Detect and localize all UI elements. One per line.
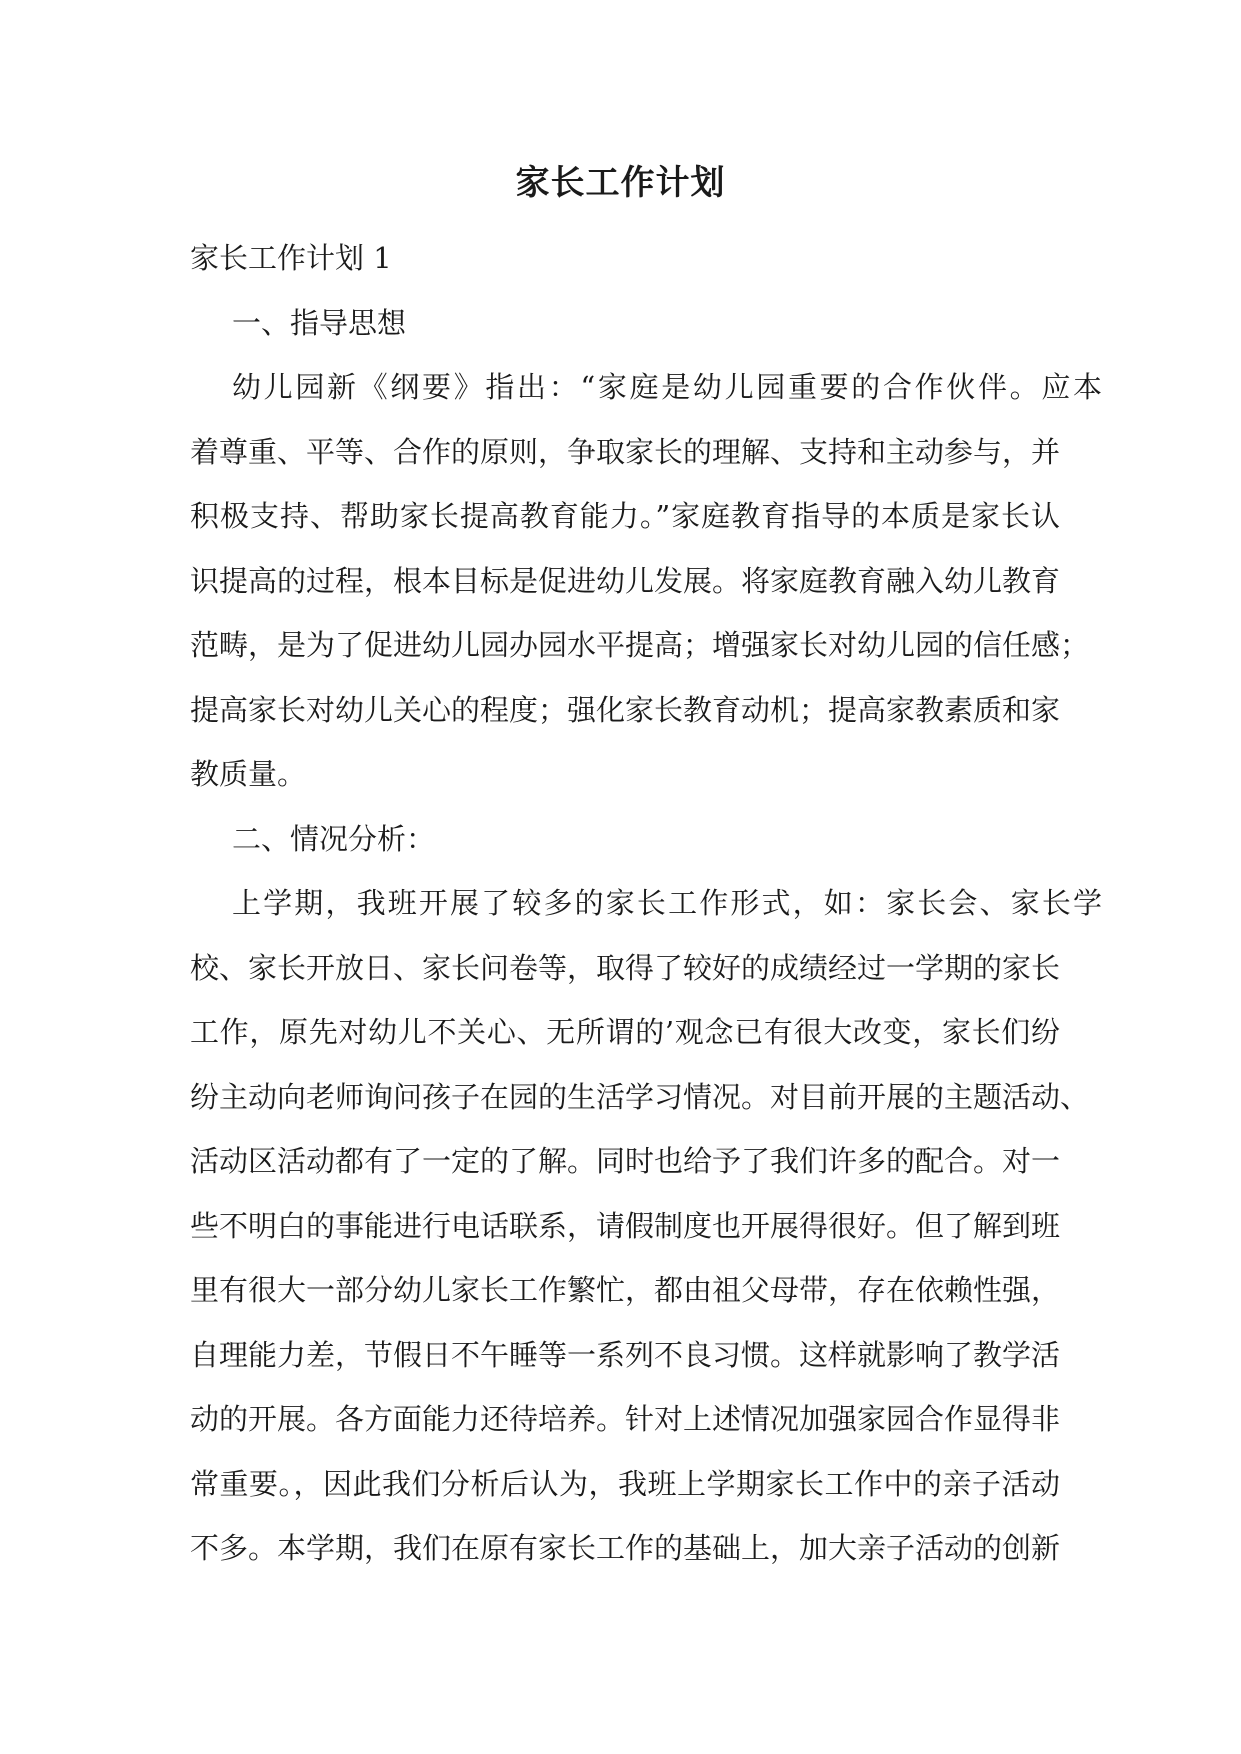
section-heading: 一、指导思想: [232, 305, 407, 340]
paragraph-line: 动的开展。各方面能力还待培养。针对上述情况加强家园合作显得非: [190, 1402, 1061, 1436]
paragraph-line: 上学期，我班开展了较多的家长工作形式，如：家长会、家长学: [232, 886, 1102, 920]
section-heading: 二、情况分析：: [232, 821, 436, 856]
paragraph-line: 里有很大一部分幼儿家长工作繁忙，都由祖父母带，存在依赖性强，: [190, 1273, 1061, 1307]
paragraph-line: 积极支持、帮助家长提高教育能力。”家庭教育指导的本质是家长认: [190, 499, 1060, 533]
paragraph-line: 些不明白的事能进行电话联系，请假制度也开展得很好。但了解到班: [190, 1208, 1061, 1243]
paragraph-line: 常重要。，因此我们分析后认为，我班上学期家长工作中的亲子活动: [190, 1466, 1060, 1501]
paragraph-line: 不多。本学期，我们在原有家长工作的基础上，加大亲子活动的创新: [190, 1531, 1061, 1565]
document-title: 家长工作计划: [515, 163, 726, 203]
paragraph-line: 活动区活动都有了一定的了解。同时也给予了我们许多的配合。对一: [190, 1144, 1061, 1178]
document-body: [190, 226, 1102, 1581]
paragraph-line: 识提高的过程，根本目标是促进幼儿发展。将家庭教育融入幼儿教育: [190, 563, 1061, 598]
paragraph-line: 幼儿园新《纲要》指出：“家庭是幼儿园重要的合作伙伴。应本: [232, 370, 1102, 404]
paragraph-line: 提高家长对幼儿关心的程度；强化家长教育动机；提高家教素质和家: [190, 692, 1061, 727]
paragraph-line: 纷主动向老师询问孩子在园的生活学习情况。对目前开展的主题活动、: [190, 1079, 1090, 1114]
section-heading: 家长工作计划 1: [190, 241, 392, 275]
paragraph-line: 工作，原先对幼儿不关心、无所谓的’观念已有很大改变，家长们纷: [190, 1015, 1060, 1049]
paragraph-line: 自理能力差，节假日不午睡等一系列不良习惯。这样就影响了教学活: [190, 1337, 1061, 1372]
paragraph-line: 教质量。: [190, 757, 307, 791]
paragraph-line: 范畴，是为了促进幼儿园办园水平提高；增强家长对幼儿园的信任感；: [190, 628, 1090, 662]
paragraph-line: 校、家长开放日、家长问卷等，取得了较好的成绩经过一学期的家长: [190, 950, 1061, 985]
paragraph-line: 着尊重、平等、合作的原则，争取家长的理解、支持和主动参与，并: [190, 434, 1061, 469]
